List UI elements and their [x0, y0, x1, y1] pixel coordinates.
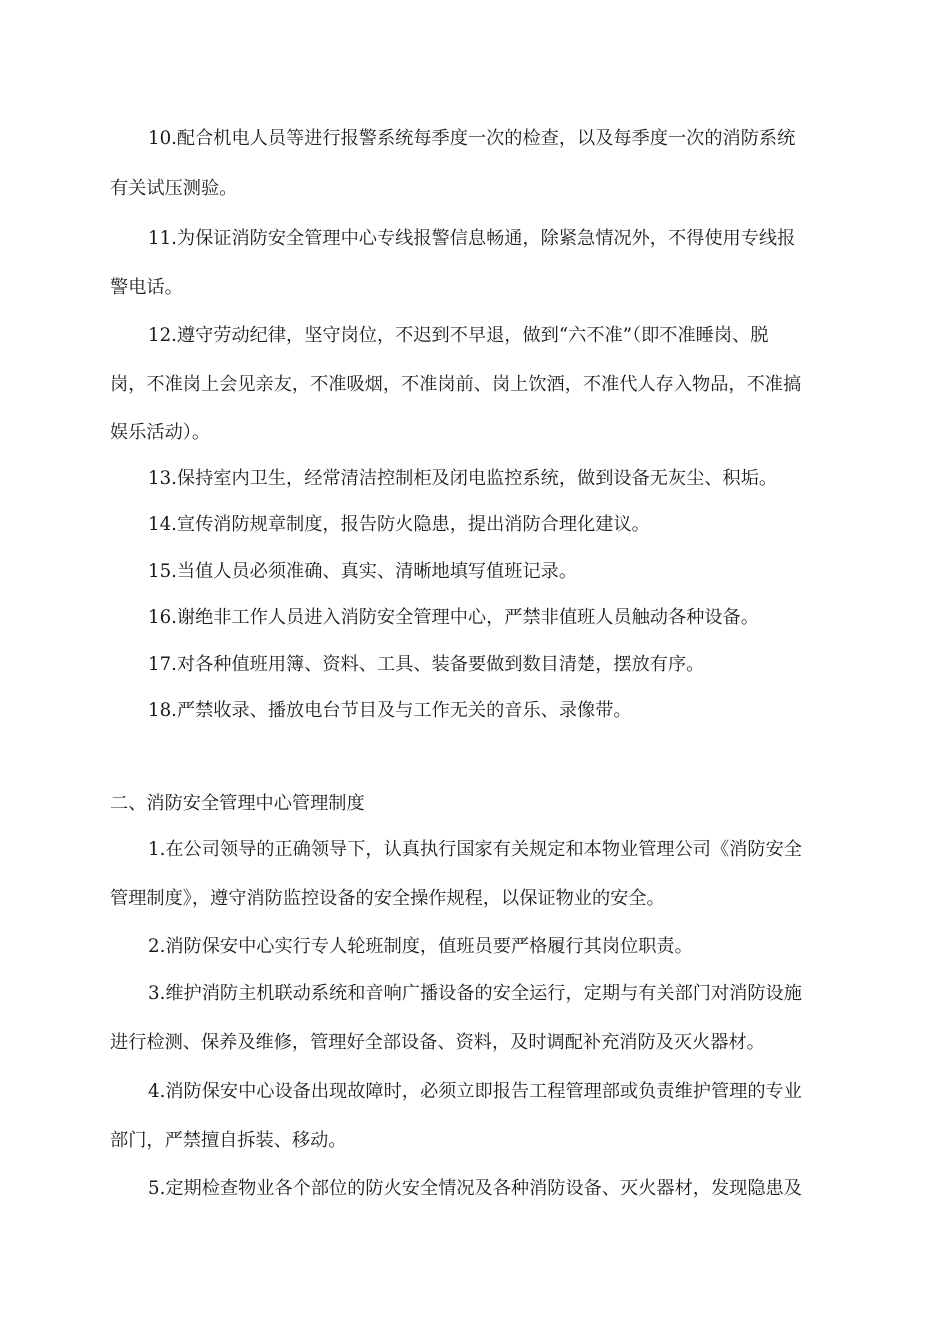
item-10-line-2: 有关试压测验。 [110, 178, 238, 199]
rule-1-line-1: 1.在公司领导的正确领导下，认真执行国家有关规定和本物业管理公司《消防安全 [148, 839, 802, 860]
section-heading: 二、消防安全管理中心管理制度 [110, 793, 365, 814]
item-10-line-1: 10.配合机电人员等进行报警系统每季度一次的检查，以及每季度一次的消防系统 [148, 128, 796, 149]
item-14-line: 14.宣传消防规章制度，报告防火隐患，提出消防合理化建议。 [148, 514, 650, 535]
item-13-line: 13.保持室内卫生，经常清洁控制柜及闭电监控系统，做到设备无灰尘、积垢。 [148, 468, 778, 489]
rule-1-line-2: 管理制度》，遵守消防监控设备的安全操作规程，以保证物业的安全。 [110, 888, 665, 909]
item-11-line-1: 11.为保证消防安全管理中心专线报警信息畅通，除紧急情况外，不得使用专线报 [148, 228, 796, 249]
rule-2-line: 2.消防保安中心实行专人轮班制度，值班员要严格履行其岗位职责。 [148, 936, 693, 957]
rule-3-line-1: 3.维护消防主机联动系统和音响广播设备的安全运行，定期与有关部门对消防设施 [148, 983, 802, 1004]
rule-5-line-1: 5.定期检查物业各个部位的防火安全情况及各种消防设备、灭火器材，发现隐患及 [148, 1178, 802, 1199]
item-16-line: 16.谢绝非工作人员进入消防安全管理中心，严禁非值班人员触动各种设备。 [148, 607, 759, 628]
item-15-line: 15.当值人员必须准确、真实、清晰地填写值班记录。 [148, 561, 578, 582]
rule-3-line-2: 进行检测、保养及维修，管理好全部设备、资料，及时调配补充消防及灭火器材。 [110, 1032, 765, 1053]
item-12-line-2: 岗，不准岗上会见亲友，不准吸烟，不准岗前、岗上饮酒，不准代人存入物品，不准搞 [110, 374, 802, 395]
item-12-line-3: 娱乐活动）。 [110, 422, 211, 443]
item-17-line: 17.对各种值班用簿、资料、工具、装备要做到数目清楚，摆放有序。 [148, 654, 705, 675]
item-12-line-1: 12.遵守劳动纪律，坚守岗位，不迟到不早退，做到“六不准”（即不准睡岗、脱 [148, 325, 769, 346]
item-18-line: 18.严禁收录、播放电台节目及与工作无关的音乐、录像带。 [148, 700, 632, 721]
rule-4-line-2: 部门，严禁擅自拆装、移动。 [110, 1130, 347, 1151]
rule-4-line-1: 4.消防保安中心设备出现故障时，必须立即报告工程管理部或负责维护管理的专业 [148, 1081, 802, 1102]
item-11-line-2: 警电话。 [110, 277, 183, 298]
